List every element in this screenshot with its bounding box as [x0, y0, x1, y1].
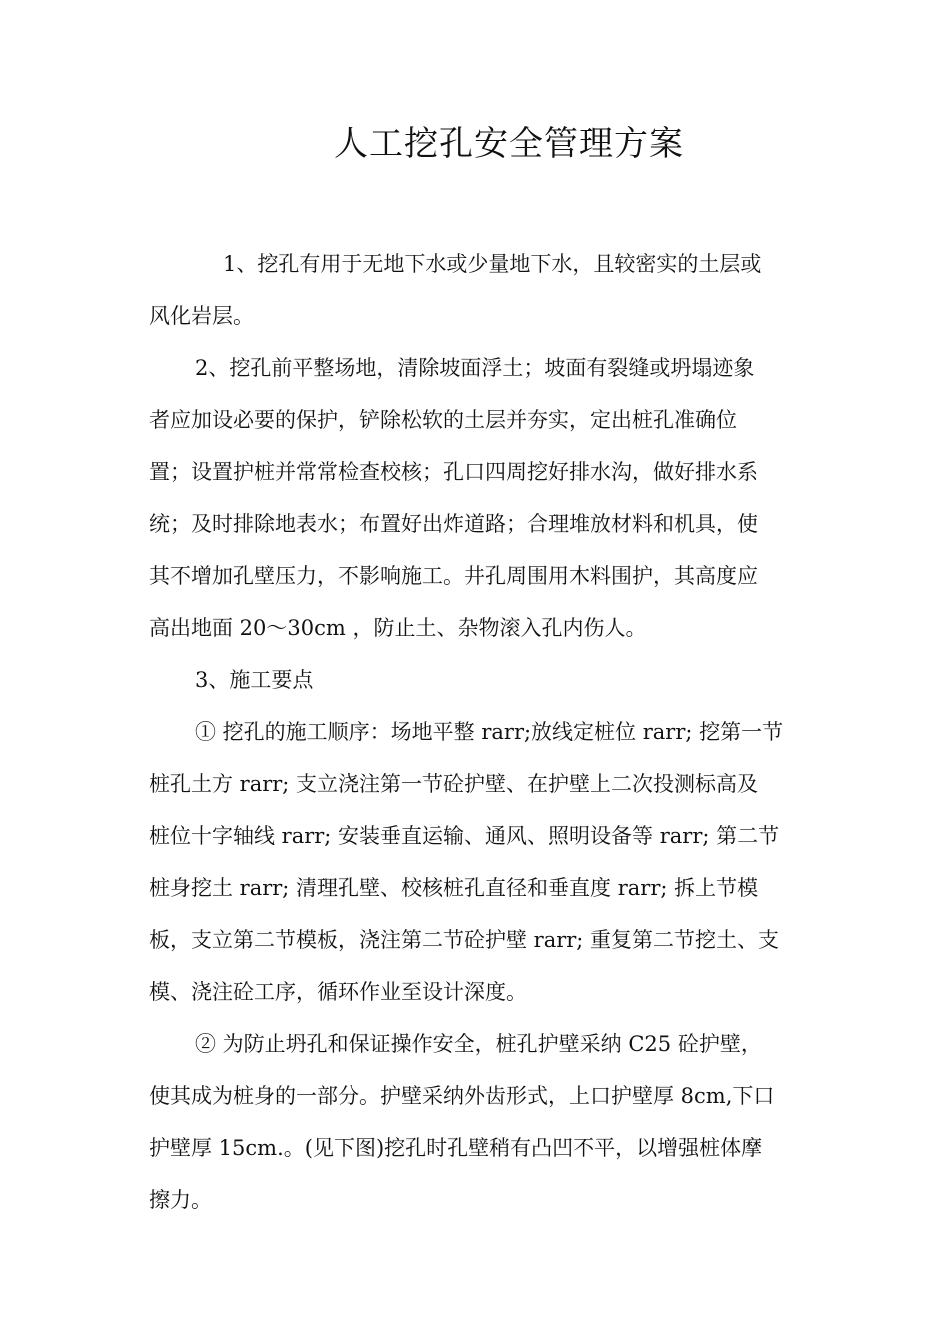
paragraph-2-line-1: 2、挖孔前平整场地，清除坡面浮土；坡面有裂缝或坍塌迹象 — [195, 356, 755, 380]
paragraph-5-line-2: 使其成为桩身的一部分。护壁采纳外齿形式，上口护壁厚 8cm,下口 — [149, 1084, 775, 1108]
paragraph-2-line-6: 高出地面 20～30cm ，防止土、杂物滚入孔内伤人。 — [149, 616, 647, 640]
paragraph-2-line-4: 统；及时排除地表水；布置好出炸道路；合理堆放材料和机具，使 — [149, 512, 758, 536]
document-body — [149, 238, 809, 1226]
paragraph-4-line-6: 模、浇注砼工序，循环作业至设计深度。 — [149, 980, 527, 1004]
paragraph-5-line-4: 擦力。 — [149, 1188, 212, 1212]
paragraph-4-line-1: ① 挖孔的施工顺序：场地平整 rarr;放线定桩位 rarr; 挖第一节 — [195, 720, 784, 744]
paragraph-4-line-3: 桩位十字轴线 rarr; 安装垂直运输、通风、照明设备等 rarr; 第二节 — [149, 824, 780, 848]
paragraph-4-line-5: 板，支立第二节模板，浇注第二节砼护壁 rarr; 重复第二节挖土、支 — [149, 928, 780, 952]
paragraph-5-line-1: ② 为防止坍孔和保证操作安全，桩孔护壁采纳 C25 砼护壁， — [195, 1032, 762, 1056]
paragraph-1-line-2: 风化岩层。 — [149, 304, 254, 328]
paragraph-2-line-3: 置；设置护桩并常常检查校核；孔口四周挖好排水沟，做好排水系 — [149, 460, 758, 484]
paragraph-1-line-1: 1、挖孔有用于无地下水或少量地下水，且较密实的土层或 — [223, 252, 762, 276]
section-heading-construction-points: 3、施工要点 — [195, 668, 314, 692]
document-title: 人工挖孔安全管理方案 — [334, 124, 684, 164]
paragraph-4-line-2: 桩孔土方 rarr; 支立浇注第一节砼护壁、在护壁上二次投测标高及 — [149, 772, 759, 796]
paragraph-4-line-4: 桩身挖土 rarr; 清理孔壁、校核桩孔直径和垂直度 rarr; 拆上节模 — [149, 876, 759, 900]
paragraph-2-line-5: 其不增加孔壁压力，不影响施工。井孔周围用木料围护，其高度应 — [149, 564, 758, 588]
paragraph-5-line-3: 护壁厚 15cm.。(见下图)挖孔时孔壁稍有凸凹不平，以增强桩体摩 — [149, 1136, 763, 1160]
paragraph-2-line-2: 者应加设必要的保护，铲除松软的土层并夯实，定出桩孔准确位 — [149, 408, 737, 432]
